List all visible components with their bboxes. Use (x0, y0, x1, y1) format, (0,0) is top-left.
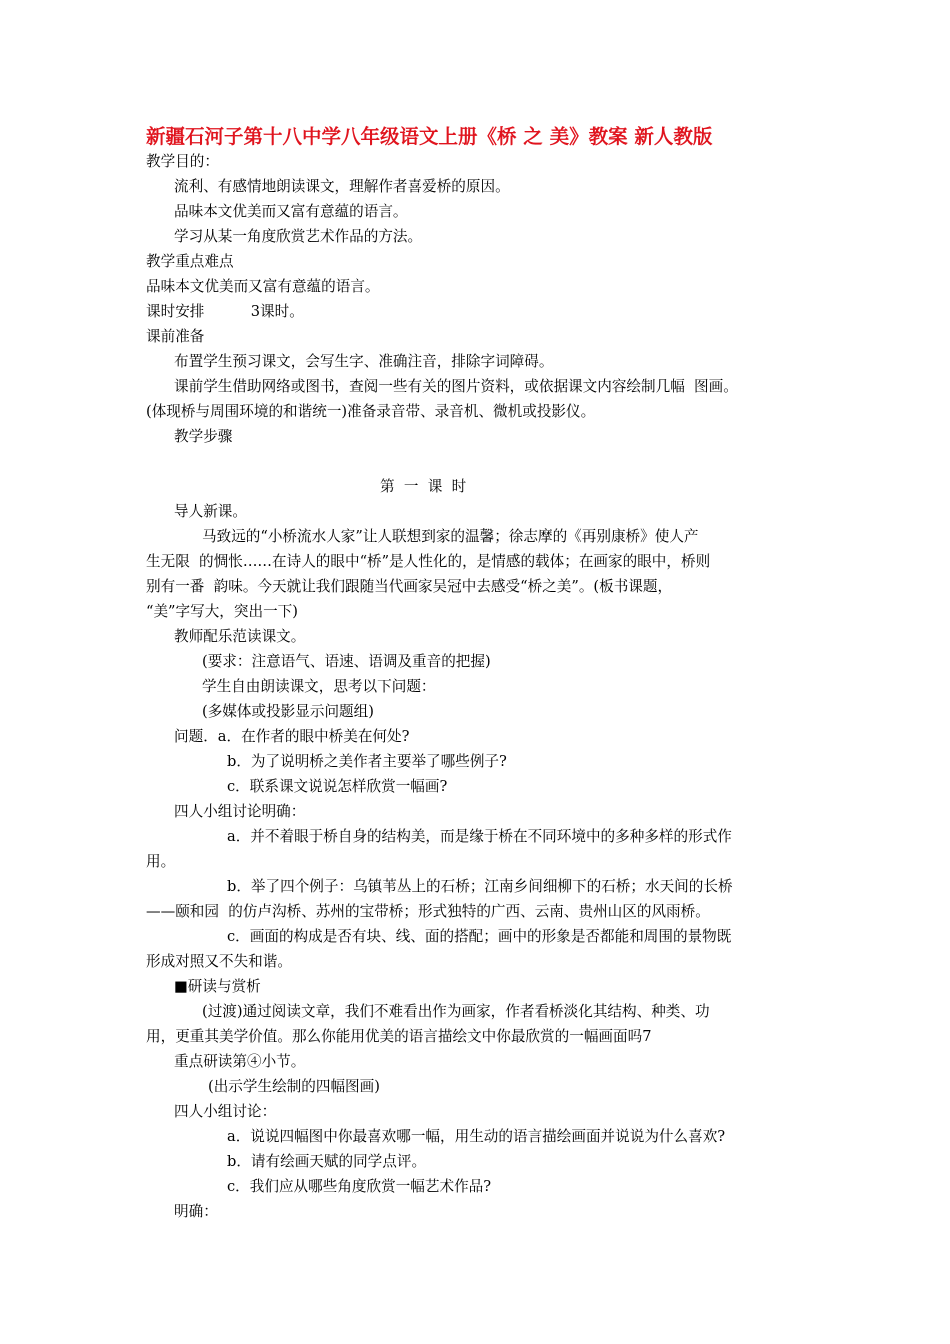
text-line: 用。 (146, 853, 176, 870)
text-line: 教学步骤 (174, 428, 233, 445)
text-line: 品味本文优美而又富有意蕴的语言。 (174, 203, 408, 220)
text-line: ——颐和园 的仿卢沟桥、苏州的宝带桥；形式独特的广西、云南、贵州山区的风雨桥。 (146, 903, 710, 920)
section-heading: 第 一 课 时 (380, 478, 467, 495)
text-line: b．请有绘画天赋的同学点评。 (227, 1153, 427, 1170)
text-line: c．联系课文说说怎样欣赏一幅画? (227, 778, 448, 795)
text-line: “美”字写大，突出一下) (146, 603, 298, 620)
text-line: 四人小组讨论： (174, 1103, 277, 1120)
text-line: 用，更重其美学价值。那么你能用优美的语言描绘文中你最欣赏的一幅画面吗7 (146, 1028, 652, 1045)
text-line: (多媒体或投影显示问题组) (202, 703, 374, 720)
text-line: 别有一番 韵味。今天就让我们跟随当代画家吴冠中去感受“桥之美”。(板书课题， (146, 578, 673, 595)
text-line: 学习从某一角度欣赏艺术作品的方法。 (174, 228, 423, 245)
text-line: 品味本文优美而又富有意蕴的语言。 (146, 278, 380, 295)
text-line: 明确： (174, 1203, 218, 1220)
text-line: 课时安排 3课时。 (146, 303, 304, 320)
text-line: 四人小组讨论明确： (174, 803, 306, 820)
text-line: (出示学生绘制的四幅图画) (208, 1078, 380, 1095)
document-title: 新疆石河子第十八中学八年级语文上册《桥 之 美》教案 新人教版 (146, 125, 713, 148)
text-line: a．说说四幅图中你最喜欢哪一幅，用生动的语言描绘画面并说说为什么喜欢? (227, 1128, 726, 1145)
text-line: 马致远的“小桥流水人家”让人联想到家的温馨；徐志摩的《再别康桥》使人产 (202, 528, 699, 545)
text-line: 重点研读第④小节。 (174, 1053, 306, 1070)
text-line: 教学重点难点 (146, 253, 234, 270)
text-line: 教学目的： (146, 153, 219, 170)
text-line: (体现桥与周围环境的和谐统一)准备录音带、录音机、微机或投影仪。 (146, 403, 596, 420)
text-line: 学生自由朗读课文，思考以下问题： (202, 678, 436, 695)
text-line: b．为了说明桥之美作者主要举了哪些例子? (227, 753, 507, 770)
text-line: 流利、有感情地朗读课文，理解作者喜爱桥的原因。 (174, 178, 510, 195)
text-line: a．并不着眼于桥自身的结构美，而是缘于桥在不同环境中的多种多样的形式作 (227, 828, 732, 845)
text-line: 教师配乐范读课文。 (174, 628, 306, 645)
text-line: (过渡)通过阅读文章，我们不难看出作为画家，作者看桥淡化其结构、种类、功 (202, 1003, 710, 1020)
text-line: 课前学生借助网络或图书，查阅一些有关的图片资料，或依据课文内容绘制几幅 图画。 (174, 378, 738, 395)
text-line: 课前准备 (146, 328, 205, 345)
text-line: b．举了四个例子：乌镇苇丛上的石桥；江南乡间细柳下的石桥；水天间的长桥 (227, 878, 733, 895)
text-line: 导人新课。 (174, 503, 247, 520)
text-line: 生无限 的惆怅……在诗人的眼中“桥”是人性化的，是情感的载体；在画家的眼中，桥则 (146, 553, 711, 570)
text-line: (要求：注意语气、语速、语调及重音的把握) (202, 653, 491, 670)
text-line: c．我们应从哪些角度欣赏一幅艺术作品? (227, 1178, 492, 1195)
text-line: 形成对照又不失和谐。 (146, 953, 292, 970)
text-line: c．画面的构成是否有块、线、面的搭配；画中的形象是否都能和周围的景物既 (227, 928, 732, 945)
text-line: 布置学生预习课文，会写生字、准确注音，排除字词障碍。 (174, 353, 554, 370)
text-line: 问题．a．在作者的眼中桥美在何处? (174, 728, 410, 745)
text-line: ■研读与赏析 (174, 978, 261, 995)
